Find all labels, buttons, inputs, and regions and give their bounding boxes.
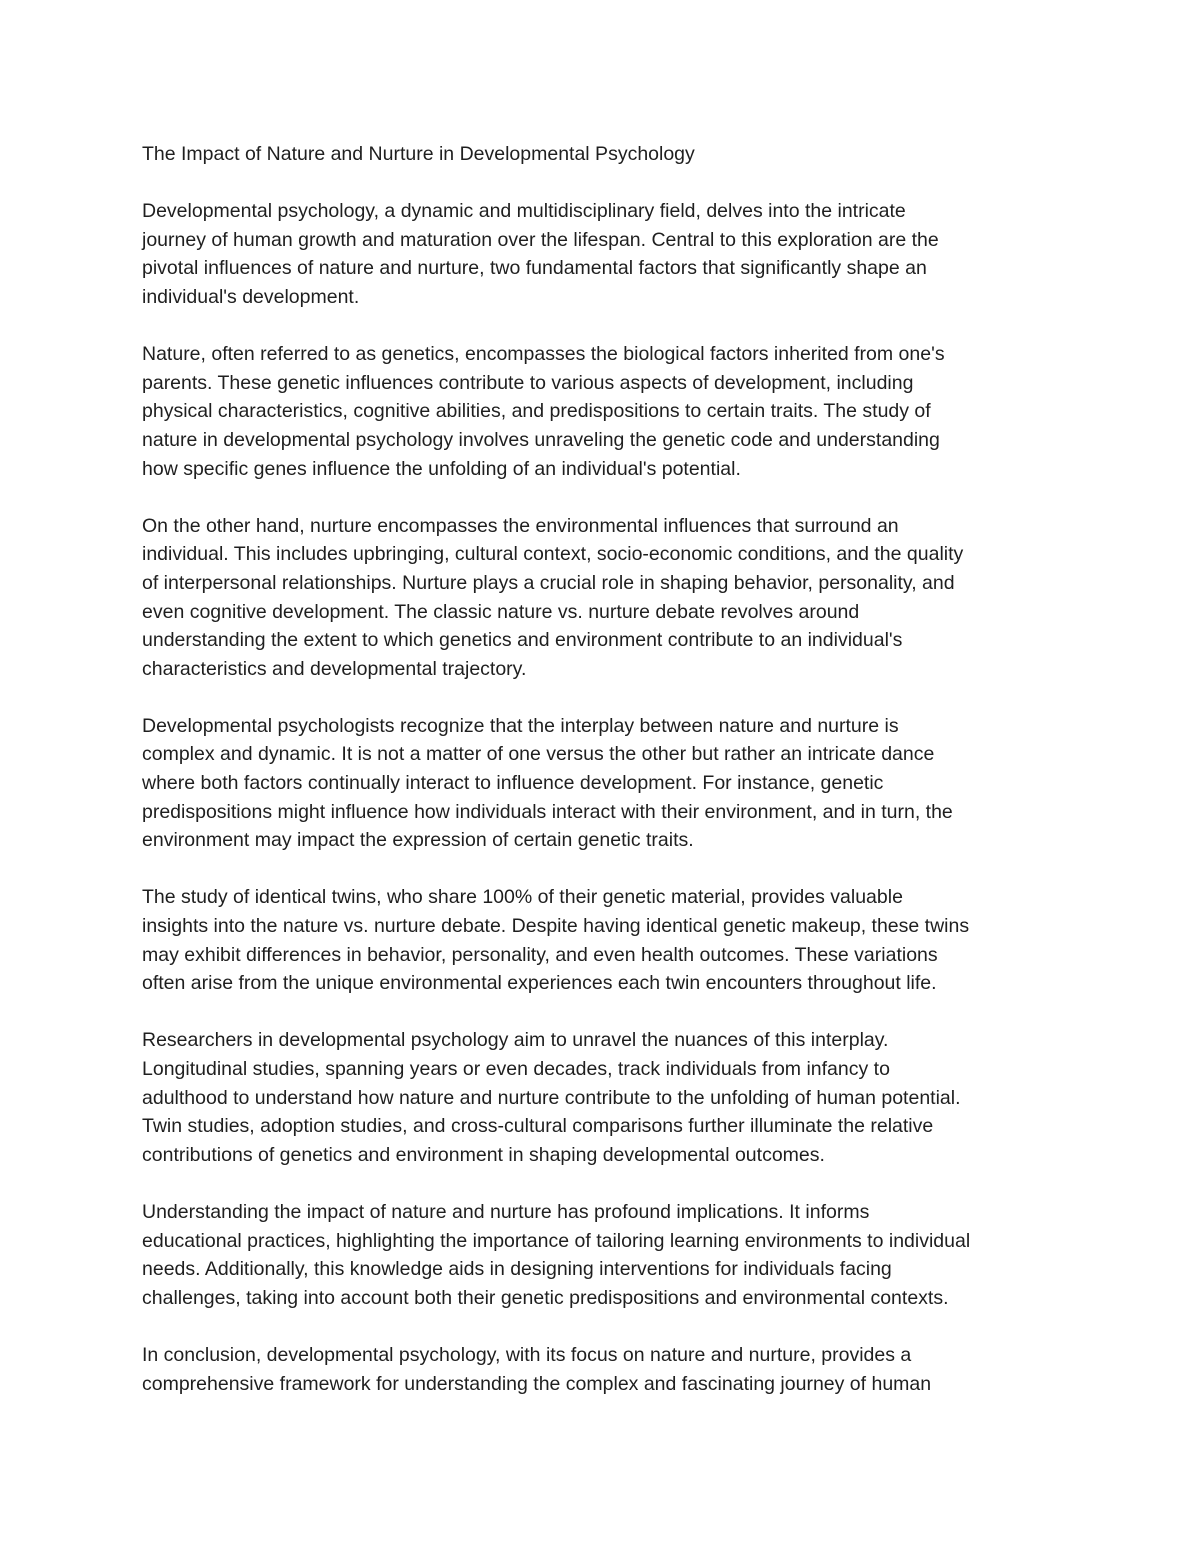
text-line: educational practices, highlighting the importance of tailoring learning environments to individual	[142, 1229, 971, 1252]
text-line: contributions of genetics and environment in shaping developmental outcomes.	[142, 1143, 825, 1166]
text-line: parents. These genetic influences contribute to various aspects of development, including	[142, 371, 914, 394]
text-line: Researchers in developmental psychology aim to unravel the nuances of this interplay.	[142, 1029, 889, 1052]
document-title: The Impact of Nature and Nurture in Developmental Psychology	[142, 143, 695, 165]
text-line: challenges, taking into account both their genetic predispositions and environmental contexts.	[142, 1286, 949, 1309]
text-line: pivotal influences of nature and nurture, two fundamental factors that significantly shape an	[142, 257, 927, 280]
text-line: journey of human growth and maturation over the lifespan. Central to this exploration are the	[142, 228, 939, 251]
text-line: where both factors continually interact to influence development. For instance, genetic	[142, 772, 884, 795]
text-line: environment may impact the expression of certain genetic traits.	[142, 829, 694, 852]
paragraph-nurture	[142, 512, 1062, 684]
paragraph-twins	[142, 883, 1062, 997]
text-line: adulthood to understand how nature and nurture contribute to the unfolding of human potential.	[142, 1086, 961, 1109]
text-line: Nature, often referred to as genetics, encompasses the biological factors inherited from one's	[142, 343, 945, 366]
paragraph-nature	[142, 340, 1062, 483]
text-line: of interpersonal relationships. Nurture plays a crucial role in shaping behavior, personality, and	[142, 571, 955, 594]
text-line: Developmental psychologists recognize that the interplay between nature and nurture is	[142, 714, 899, 737]
paragraph-implications	[142, 1198, 1062, 1312]
text-line: insights into the nature vs. nurture debate. Despite having identical genetic makeup, these twins	[142, 915, 970, 938]
text-line: individual's development.	[142, 285, 360, 308]
text-line: often arise from the unique environmental experiences each twin encounters throughout life.	[142, 972, 937, 995]
text-line: may exhibit differences in behavior, personality, and even health outcomes. These variations	[142, 943, 938, 966]
text-line: complex and dynamic. It is not a matter of one versus the other but rather an intricate dance	[142, 743, 935, 766]
text-line: The study of identical twins, who share 100% of their genetic material, provides valuable	[142, 886, 903, 909]
text-line: In conclusion, developmental psychology, with its focus on nature and nurture, provides a	[142, 1343, 912, 1366]
text-line: characteristics and developmental trajectory.	[142, 657, 527, 680]
paragraph-research	[142, 1026, 1062, 1169]
text-line: comprehensive framework for understanding the complex and fascinating journey of human	[142, 1372, 932, 1395]
text-line: understanding the extent to which genetics and environment contribute to an individual's	[142, 629, 903, 652]
text-line: predispositions might influence how individuals interact with their environment, and in turn, the	[142, 800, 953, 823]
text-line: needs. Additionally, this knowledge aids in designing interventions for individuals facing	[142, 1258, 892, 1281]
text-line: On the other hand, nurture encompasses the environmental influences that surround an	[142, 514, 899, 537]
text-line: Twin studies, adoption studies, and cross-cultural comparisons further illuminate the relative	[142, 1115, 934, 1138]
paragraph-interplay	[142, 712, 1062, 855]
paragraph-intro	[142, 197, 1062, 311]
text-line: nature in developmental psychology involves unraveling the genetic code and understanding	[142, 428, 940, 451]
paragraph-conclusion	[142, 1341, 1062, 1398]
text-line: how specific genes influence the unfolding of an individual's potential.	[142, 457, 741, 480]
text-line: Developmental psychology, a dynamic and multidisciplinary field, delves into the intricate	[142, 200, 906, 223]
text-line: Longitudinal studies, spanning years or even decades, track individuals from infancy to	[142, 1058, 890, 1080]
text-line: Understanding the impact of nature and nurture has profound implications. It informs	[142, 1200, 870, 1223]
text-line: even cognitive development. The classic nature vs. nurture debate revolves around	[142, 600, 860, 623]
text-line: individual. This includes upbringing, cultural context, socio-economic conditions, and the quality	[142, 543, 964, 566]
text-line: physical characteristics, cognitive abilities, and predispositions to certain traits. The study of	[142, 400, 931, 423]
document-body	[142, 140, 1062, 1427]
